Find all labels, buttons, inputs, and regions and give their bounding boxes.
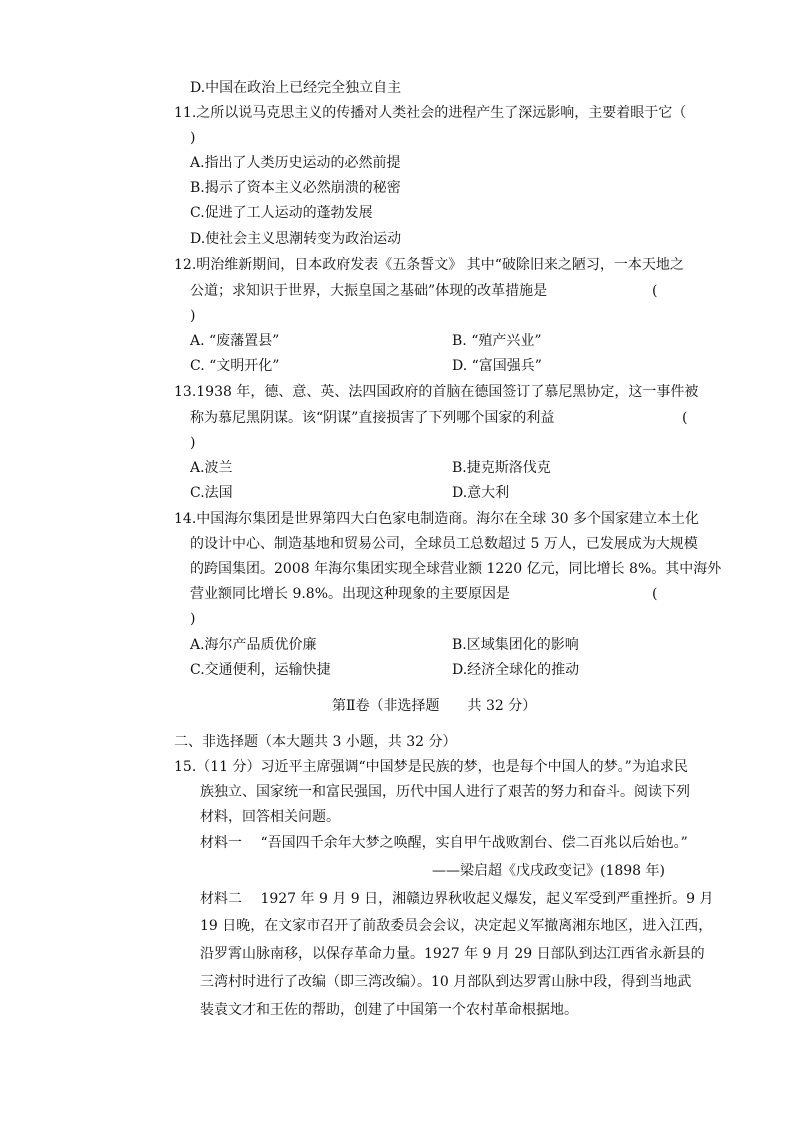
q15-material-2-line4: 三湾村时进行了改编（即三湾改编）。10 月部队到达罗霄山脉中段，得到当地武 <box>200 974 692 990</box>
q15-material-2-line1: 材料二 1927 年 9 月 9 日，湘赣边界秋收起义爆发，起义军受到严重挫折。9 月 <box>200 891 714 907</box>
q14-option-a: A.海尔产品质优价廉 <box>190 637 317 653</box>
q13-stem-line2: 称为慕尼黑阴谋。该“阴谋”直接损害了下列哪个国家的利益 <box>190 410 555 426</box>
q13-answer-paren-close: ) <box>190 435 196 451</box>
q11-option-b: B.揭示了资本主义必然崩溃的秘密 <box>190 180 401 196</box>
q11-answer-paren: ) <box>190 130 196 146</box>
q12-option-b: B. “殖产兴业” <box>452 333 542 349</box>
q14-option-d: D.经济全球化的推动 <box>452 662 580 678</box>
q14-stem-line4: 营业额同比增长 9.8%。出现这种现象的主要原因是 <box>190 586 511 602</box>
q14-stem-line1: 14.中国海尔集团是世界第四大白色家电制造商。海尔在全球 30 多个国家建立本土化 <box>174 511 699 527</box>
q15-material-1: 材料一 “吾国四千余年大梦之唤醒，实自甲午战败割台、偿二百兆以后始也。” <box>200 835 688 851</box>
q13-option-d: D.意大利 <box>452 485 510 501</box>
q12-answer-paren-open: ( <box>652 283 658 299</box>
q12-stem-line2: 公道；求知识于世界，大振皇国之基础”体现的改革措施是 <box>190 283 548 299</box>
q11-stem: 11.之所以说马克思主义的传播对人类社会的进程产生了深远影响，主要着眼于它（ <box>174 105 687 121</box>
section-2-title: 第Ⅱ卷（非选择题 共 32 分） <box>332 698 537 714</box>
q15-material-2-line3: 沿罗霄山脉南移，以保存革命力量。1927 年 9 月 29 日部队到达江西省永新县的 <box>200 946 705 962</box>
q15-material-1-source: ——梁启超《戊戌政变记》(1898 年) <box>432 863 666 879</box>
q12-answer-paren-close: ) <box>190 308 196 324</box>
q15-stem-line1: 15.（11 分）习近平主席强调“中国梦是民族的梦，也是每个中国人的梦。”为追求民 <box>174 759 688 775</box>
q12-option-a: A. “废藩置县” <box>190 333 280 349</box>
q11-option-d: D.使社会主义思潮转变为政治运动 <box>190 231 402 247</box>
q13-answer-paren-open: ( <box>682 410 688 426</box>
q10-option-d: D.中国在政治上已经完全独立自主 <box>190 80 402 96</box>
q14-stem-line2: 的设计中心、制造基地和贸易公司，全球员工总数超过 5 万人，已发展成为大规模 <box>190 536 698 552</box>
q14-option-c: C.交通便利，运输快捷 <box>190 662 331 678</box>
q11-option-c: C.促进了工人运动的蓬勃发展 <box>190 205 373 221</box>
q15-stem-line3: 材料，回答相关问题。 <box>200 809 340 825</box>
q12-option-d: D. “富国强兵” <box>452 358 542 374</box>
q14-stem-line3: 的跨国集团。2008 年海尔集团实现全球营业额 1220 亿元，同比增长 8%。其中海外 <box>190 561 722 577</box>
part-2-heading: 二、非选择题（本大题共 3 小题，共 32 分） <box>174 734 457 750</box>
q13-option-c: C.法国 <box>190 485 233 501</box>
q15-stem-line2: 族独立、国家统一和富民强国，历代中国人进行了艰苦的努力和奋斗。阅读下列 <box>200 784 690 800</box>
q13-option-b: B.捷克斯洛伐克 <box>452 460 551 476</box>
q15-material-2-line5: 装袁文才和王佐的帮助，创建了中国第一个农村革命根据地。 <box>200 1002 578 1018</box>
q11-option-a: A.指出了人类历史运动的必然前提 <box>190 155 401 171</box>
q13-stem-line1: 13.1938 年，德、意、英、法四国政府的首脑在德国签订了慕尼黑协定，这一事件被 <box>174 384 699 400</box>
q15-material-2-line2: 19 日晚，在文家市召开了前敌委员会会议，决定起义军撤离湘东地区，进入江西， <box>200 918 713 934</box>
q12-option-c: C. “文明开化” <box>190 358 280 374</box>
q14-answer-paren-open: ( <box>652 586 658 602</box>
q14-option-b: B.区域集团化的影响 <box>452 637 579 653</box>
q12-stem-line1: 12.明治维新期间，日本政府发表《五条誓文》 其中“破除旧来之陋习，一本天地之 <box>174 257 684 273</box>
q13-option-a: A.波兰 <box>190 460 233 476</box>
q14-answer-paren-close: ) <box>190 611 196 627</box>
